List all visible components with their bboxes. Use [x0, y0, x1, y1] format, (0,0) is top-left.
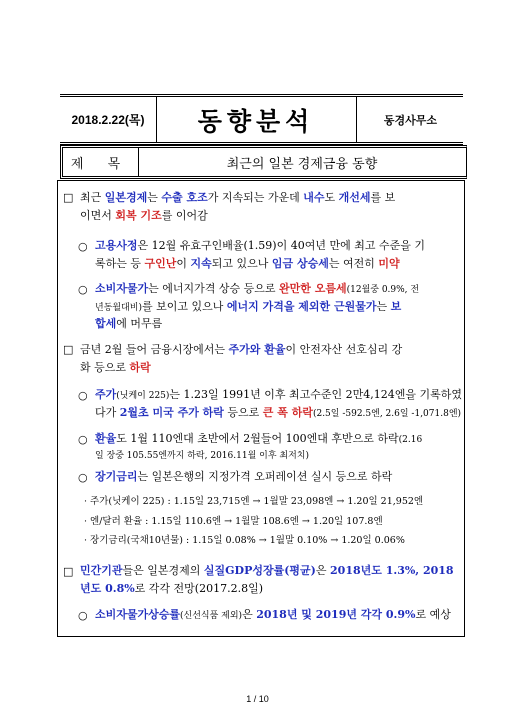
text-run: 내수 — [303, 191, 325, 204]
text-run: 합세 — [95, 317, 117, 330]
text-run: 는 여전히 — [328, 257, 379, 270]
text-run: 최근 — [80, 191, 105, 204]
text-run: 이 안전자산 선호심리 강 — [285, 343, 403, 356]
cpi-line-3 — [95, 315, 162, 333]
text-run: 소비자물가상승률 — [95, 608, 181, 621]
text-run: 민간기관 — [80, 564, 123, 577]
section-bullet: □ — [63, 343, 74, 356]
text-run: (닛케이 225) — [116, 391, 170, 401]
subject-text: 최근의 일본 경제금융 동향 — [226, 156, 378, 172]
header-title: 동향분석 — [197, 106, 315, 136]
text-run: 은 12월 유효구인배율(1.59)이 40여년 만에 최고 수준을 기 — [137, 239, 425, 252]
text-run: 는 에너지가격 상승 등으로 — [148, 282, 280, 295]
text-run: 2018년 및 2019년 각각 0.9% — [256, 608, 416, 621]
header-date: 2018.2.22(목) — [60, 97, 157, 142]
section-1-line-2 — [80, 207, 208, 225]
section-3-line-2 — [80, 580, 263, 598]
text-run: (신선식품 제외) — [180, 611, 243, 621]
subject-label: 제 목 — [63, 148, 139, 176]
fx-line-2 — [95, 446, 309, 465]
document-header — [60, 94, 463, 145]
detail-stock: · 주가(닛케이 225) : 1.15일 23,715엔 → 1월말 23,098엔 → 1.20일 21,952엔 — [84, 496, 424, 507]
text-run: 은 — [315, 564, 331, 577]
section-2-line-1 — [80, 341, 402, 359]
forecast-cpi-line — [95, 606, 451, 625]
text-run: 년동월대비) — [95, 303, 142, 313]
text-run: 개선세 — [338, 191, 371, 204]
text-run: 이 — [176, 257, 191, 270]
text-run: 가 지속되는 가운데 — [207, 191, 304, 204]
text-run: 는 1.23일 1991년 이후 최고수준인 2만4,124엔을 기록하였 — [169, 388, 463, 401]
text-run: 들은 일본경제의 — [122, 564, 204, 577]
header-office: 동경사무소 — [356, 97, 464, 142]
sub-bullet: ○ — [78, 471, 88, 484]
text-run: (2.5일 -592.5엔, 2.6일 -1,071.8엔) — [312, 409, 462, 419]
text-run: 은 — [242, 608, 257, 621]
rate-line-1 — [95, 468, 392, 486]
text-run: 는 — [376, 300, 391, 313]
text-run: 를 보 — [370, 191, 396, 204]
detail-rate: · 장기금리(국채10년물) : 1.15일 0.08% → 1월말 0.10% → 1.20일 0.06% — [84, 535, 405, 546]
text-run: 하락 — [129, 361, 151, 374]
sub-bullet: ○ — [78, 389, 88, 402]
text-run: 실질GDP성장률(평균) — [203, 564, 316, 577]
text-run: 록하는 등 — [95, 257, 145, 270]
text-run: 장기금리 — [95, 470, 138, 483]
text-run: 회복 기조 — [115, 209, 162, 222]
text-run: 소비자물가 — [95, 282, 149, 295]
section-bullet: □ — [63, 191, 74, 204]
text-run: 는 — [147, 191, 162, 204]
text-run: 로 예상 — [415, 608, 451, 621]
stock-line-2 — [95, 404, 461, 423]
page-number: 1 / 10 — [246, 694, 269, 704]
text-run: 보 — [390, 300, 402, 313]
text-run: 금년 2월 들어 금융시장에서는 — [80, 343, 229, 356]
text-run: 다가 — [95, 406, 120, 419]
text-run: 완만한 오름세 — [279, 282, 347, 295]
text-run: 2월초 미국 주가 하락 — [119, 406, 224, 419]
section-bullet: □ — [63, 565, 74, 578]
text-run: 구인난 — [144, 257, 177, 270]
text-run: (2.16 — [398, 435, 423, 445]
text-run: 환율 — [95, 432, 117, 445]
text-run: 고용사정 — [95, 239, 138, 252]
text-run: 에너지 가격을 제외한 근원물가 — [226, 300, 377, 313]
stock-line-1 — [95, 386, 462, 405]
employment-line-2 — [95, 255, 400, 273]
text-run: 수출 호조 — [161, 191, 208, 204]
text-run: 에 머무름 — [116, 317, 163, 330]
text-run: 도 1월 110엔대 초반에서 2월들어 100엔대 후반으로 하락 — [116, 432, 399, 445]
section-1-line-1 — [80, 189, 395, 207]
text-run: 일본경제 — [104, 191, 148, 204]
text-run: 로 각각 전망(2017.2.8일) — [134, 582, 263, 595]
text-run: 미약 — [378, 257, 400, 270]
sub-bullet: ○ — [78, 240, 88, 253]
text-run: 도 — [324, 191, 339, 204]
text-run: 를 보이고 있으나 — [141, 300, 227, 313]
text-run: 년도 0.8% — [80, 582, 135, 595]
text-run: 주가 — [95, 388, 117, 401]
text-run: 큰 폭 하락 — [262, 406, 313, 419]
text-run: 이면서 — [80, 209, 116, 222]
sub-bullet: ○ — [78, 433, 88, 446]
sub-bullet: ○ — [78, 283, 88, 296]
detail-fx: · 엔/달러 환율 : 1.15일 110.6엔 → 1월말 108.6엔 → 1.20일 107.8엔 — [84, 516, 383, 527]
text-run: 등으로 — [223, 406, 263, 419]
text-run: 되고 있으나 — [211, 257, 272, 270]
section-2-line-2 — [80, 359, 151, 377]
text-run: (12월중 0.9%, 전 — [346, 285, 420, 295]
cpi-line-1 — [95, 280, 419, 299]
text-run: 를 이어감 — [161, 209, 208, 222]
text-run: 는 일본은행의 지정가격 오퍼레이션 실시 등으로 하락 — [137, 470, 393, 483]
employment-line-1 — [95, 237, 425, 255]
sub-bullet: ○ — [78, 609, 88, 622]
section-3-line-1 — [80, 562, 454, 580]
text-run: 2018년도 1.3%, 2018 — [330, 564, 454, 577]
text-run: 주가와 환율 — [228, 343, 286, 356]
subject-row — [60, 145, 467, 179]
text-run: 화 등으로 — [80, 361, 130, 374]
text-run: 임금 상승세 — [271, 257, 329, 270]
text-run: 일 장중 105.55엔까지 하락, 2016.11월 이후 최저치) — [95, 451, 309, 461]
text-run: 지속 — [190, 257, 212, 270]
